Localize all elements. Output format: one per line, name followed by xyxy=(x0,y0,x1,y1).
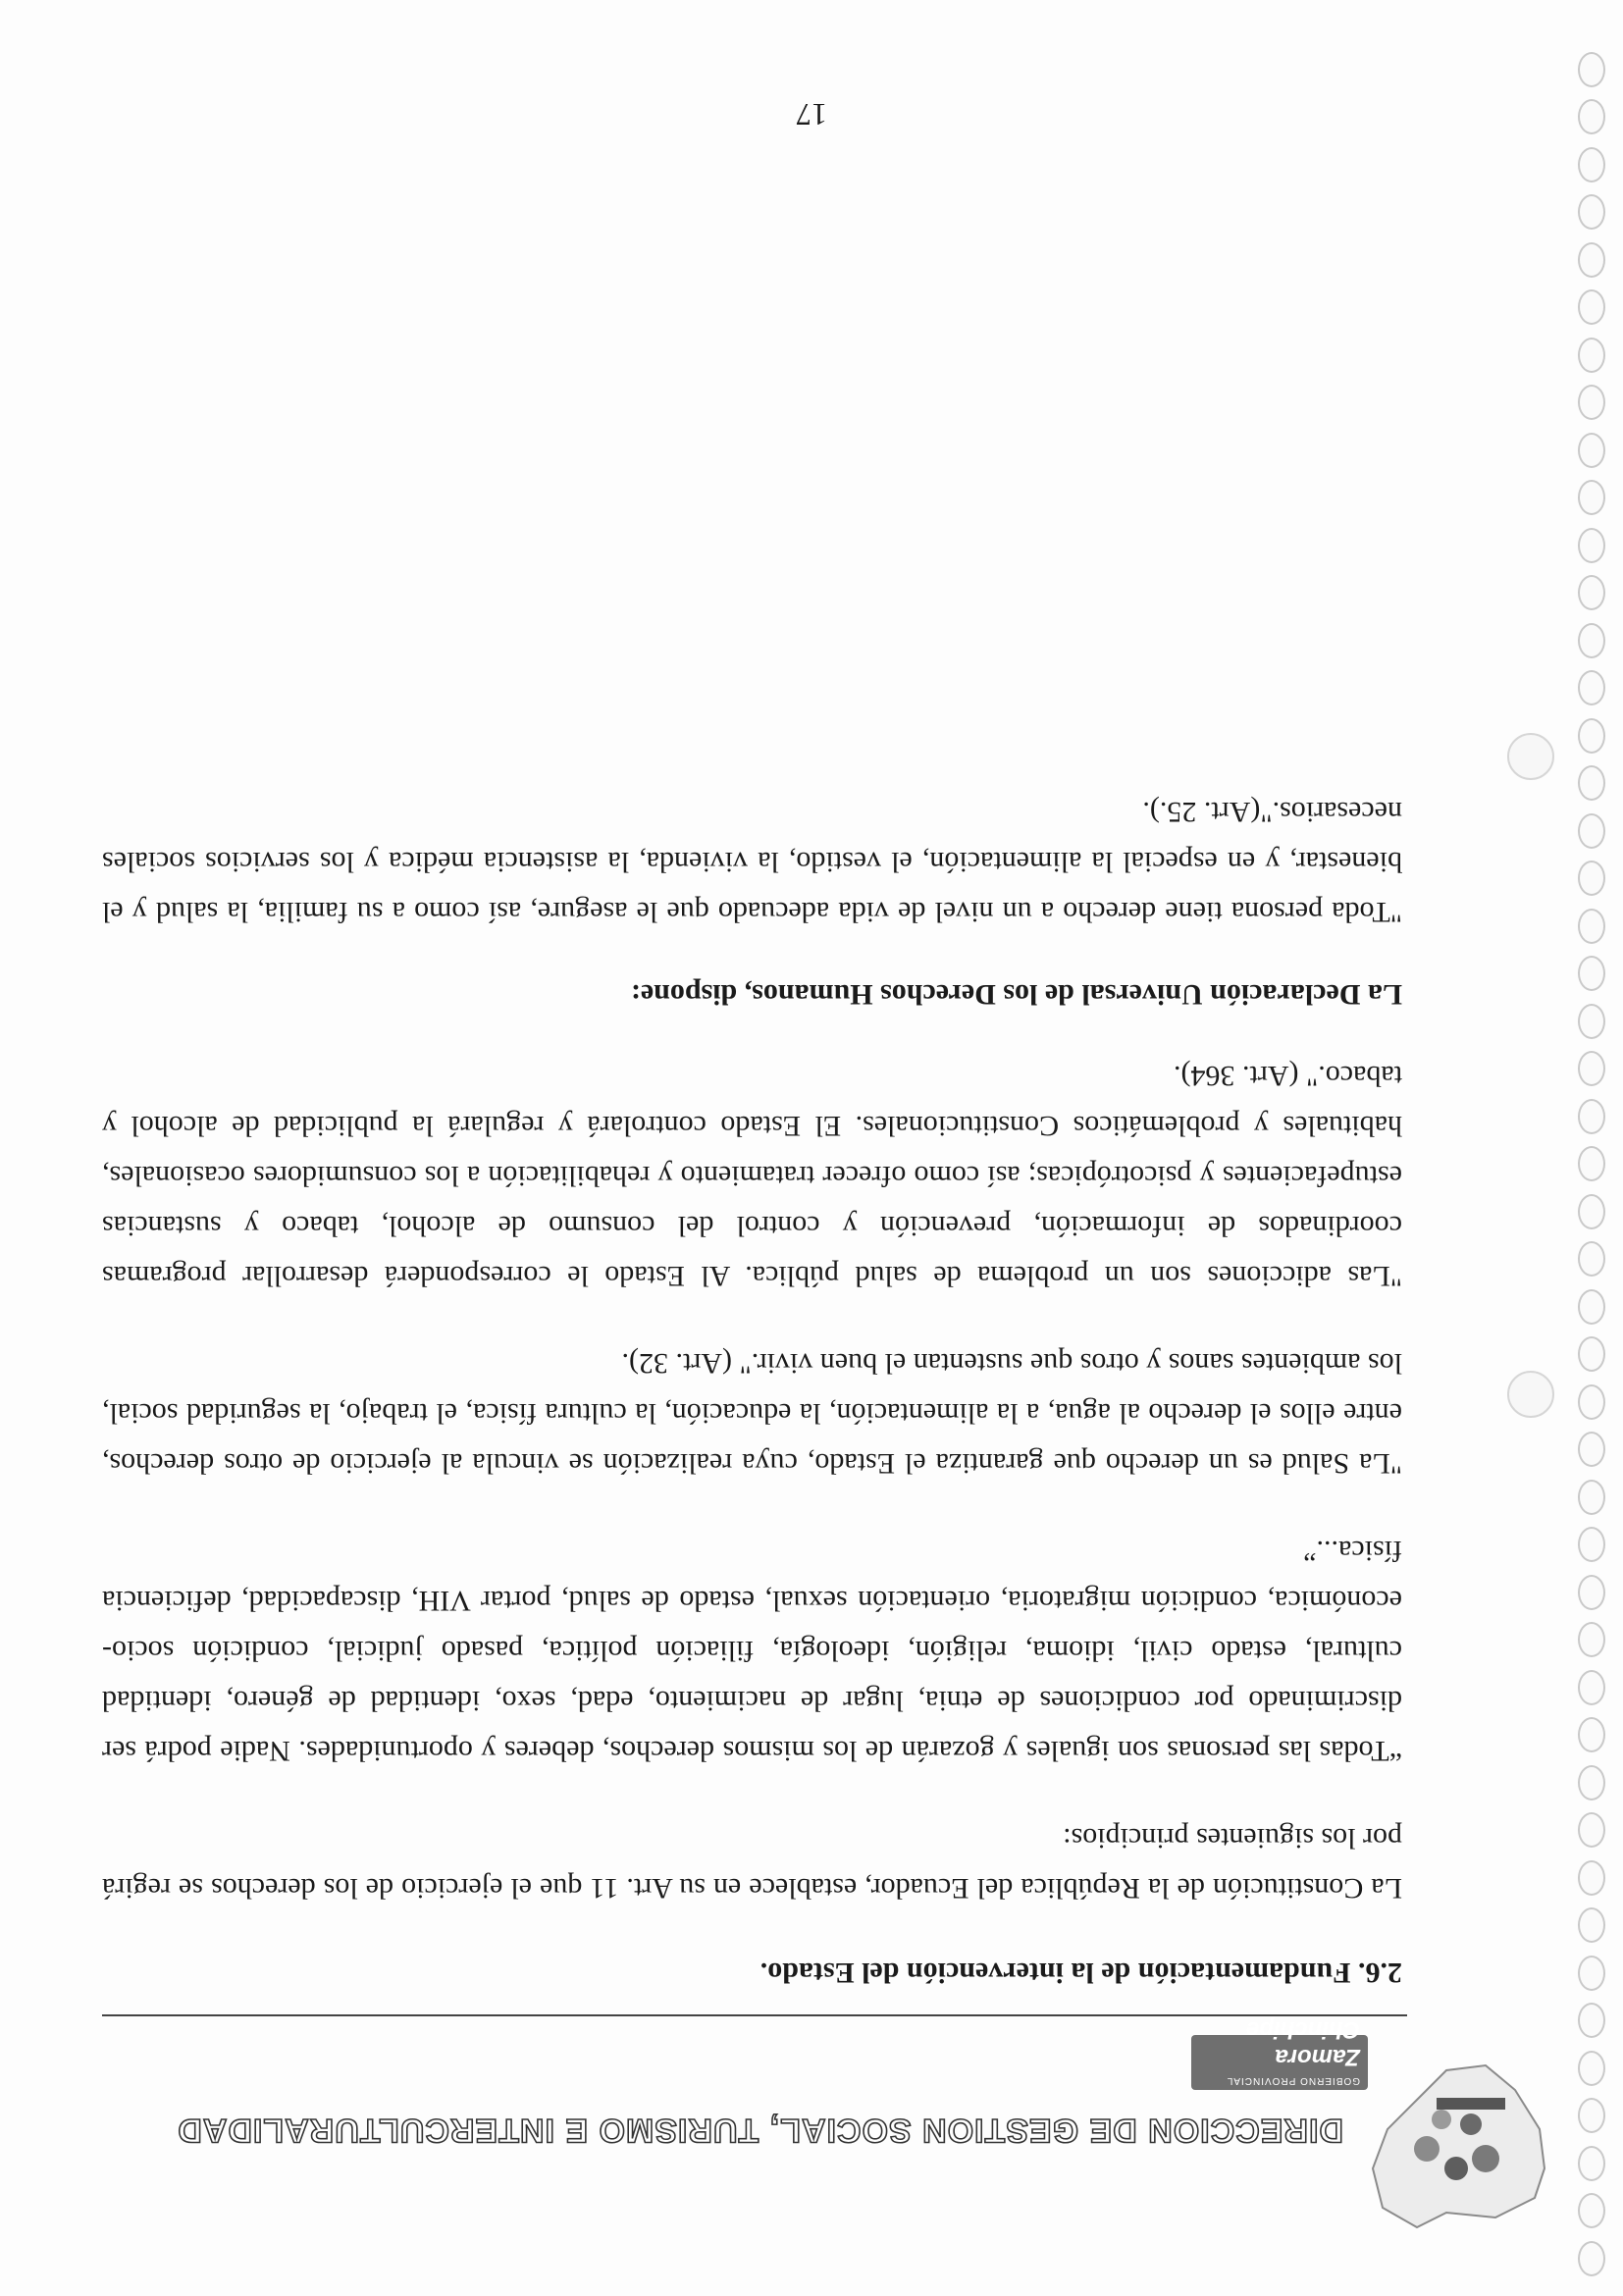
binder-hole xyxy=(1578,1528,1605,1563)
binder-hole xyxy=(1578,1004,1605,1039)
quote-art-25: "Toda persona tiene derecho a un nivel de vida adecuado que le asegure, así como a su familia, la salud y el bienestar, y en especial la alimentación, el vestido, la vivienda, la asistencia médica y los servicios sociales necesarios."(Art. 25.). xyxy=(102,796,1402,928)
binder-hole xyxy=(1578,1956,1605,1991)
binder-hole xyxy=(1578,1433,1605,1468)
udhr-heading: La Declaración Universal de los Derechos Humanos, dispone: xyxy=(630,978,1402,1011)
binder-hole xyxy=(1578,718,1605,754)
punch-mark xyxy=(1507,1371,1554,1418)
quote-art-364: "Las adicciones son un problema de salud pública. Al Estado le corresponderá desarrollar programas coordinados de información, prevención y control del consumo de alcohol, tabaco y sustancias estupefacientes y psicotrópicas; así como ofrecer tratamiento y rehabilitación a los consumidores ocasionales, habituales y problemáticos Constitucionales. El Estado controlará y regulará la publicidad de alcohol y tabaco." (Art. 364). xyxy=(102,1060,1402,1292)
binder-hole xyxy=(1578,147,1605,183)
binder-hole xyxy=(1578,386,1605,421)
binder-hole xyxy=(1578,1099,1605,1134)
binder-holes xyxy=(1572,20,1605,2276)
binder-hole xyxy=(1578,52,1605,87)
binder-hole xyxy=(1578,2194,1605,2229)
binder-hole xyxy=(1578,957,1605,992)
binder-hole xyxy=(1578,2099,1605,2134)
binder-hole xyxy=(1578,1575,1605,1610)
binder-hole xyxy=(1578,2051,1605,2086)
binder-hole xyxy=(1578,1908,1605,1944)
binder-hole xyxy=(1578,1623,1605,1658)
binder-hole xyxy=(1578,528,1605,563)
page-number: 17 xyxy=(796,97,827,132)
binder-hole xyxy=(1578,1337,1605,1373)
binder-hole xyxy=(1578,242,1605,278)
binder-hole xyxy=(1578,290,1605,326)
logo-badge xyxy=(1191,2016,1368,2090)
department-title: DIRECCION DE GESTION SOCIAL, TURISMO E INTERCULTURALIDAD xyxy=(177,2112,1343,2149)
binder-hole xyxy=(1578,1670,1605,1705)
binder-hole xyxy=(1578,1147,1605,1182)
binder-hole xyxy=(1578,1765,1605,1800)
binder-hole xyxy=(1578,1052,1605,1087)
intro-paragraph: La Constitución de la República del Ecuador, establece en su Art. 11 que el ejercicio de los derechos se regirá por los siguientes principios: xyxy=(102,1822,1402,1905)
binder-hole xyxy=(1578,338,1605,373)
binder-hole xyxy=(1578,1860,1605,1896)
binder-hole xyxy=(1578,481,1605,516)
logo-line-2: Zamora Chinchipe xyxy=(1245,2016,1360,2070)
section-title: 2.6. Fundamentación de la intervención del Estado. xyxy=(759,1957,1402,1989)
binder-hole xyxy=(1578,671,1605,706)
binder-hole xyxy=(1578,623,1605,658)
quote-art-32: "La Salud es un derecho que garantiza el Estado, cuya realización se vincula al ejercicio de otros derechos, entre ellos el derecho al agua, a la alimentación, la educación, la cultura física, el trabajo, la seguridad social, los ambientes sanos y otros que sustentan el buen vivir." (Art. 32). xyxy=(102,1347,1402,1480)
binder-hole xyxy=(1578,861,1605,897)
binder-hole xyxy=(1578,813,1605,849)
document-header xyxy=(53,2016,1564,2237)
binder-hole xyxy=(1578,2146,1605,2181)
binder-hole xyxy=(1578,1384,1605,1420)
binder-hole xyxy=(1578,2004,1605,2039)
binder-hole xyxy=(1578,1718,1605,1753)
logo-line-1: GOBIERNO PROVINCIAL xyxy=(1226,2075,1360,2086)
binder-hole xyxy=(1578,1289,1605,1325)
binder-hole xyxy=(1578,2241,1605,2276)
punch-mark xyxy=(1507,733,1554,780)
binder-hole xyxy=(1578,1242,1605,1278)
binder-hole xyxy=(1578,433,1605,468)
binder-hole xyxy=(1578,1194,1605,1229)
binder-hole xyxy=(1578,195,1605,231)
quote-art-11: “Todas las personas son iguales y gozarán de los mismos derechos, deberes y oportunidades. Nadie podrá ser discriminado por condiciones de etnia, lugar de nacimiento, edad, sexo, identidad de género, identidad cultural, estado civil, idioma, religión, ideología, filiación política, pasado judicial, condición socio-económica, condición migratoria, orientación sexual, estado de salud, portar VIH, discapacidad, deficiencia física...” xyxy=(102,1535,1402,1767)
province-map-logo-icon xyxy=(1358,2051,1564,2237)
page-body xyxy=(102,750,1402,1992)
binder-hole xyxy=(1578,1813,1605,1849)
binder-hole xyxy=(1578,1480,1605,1515)
binder-hole xyxy=(1578,766,1605,802)
binder-hole xyxy=(1578,576,1605,611)
binder-hole xyxy=(1578,909,1605,944)
header-divider xyxy=(102,2014,1407,2016)
